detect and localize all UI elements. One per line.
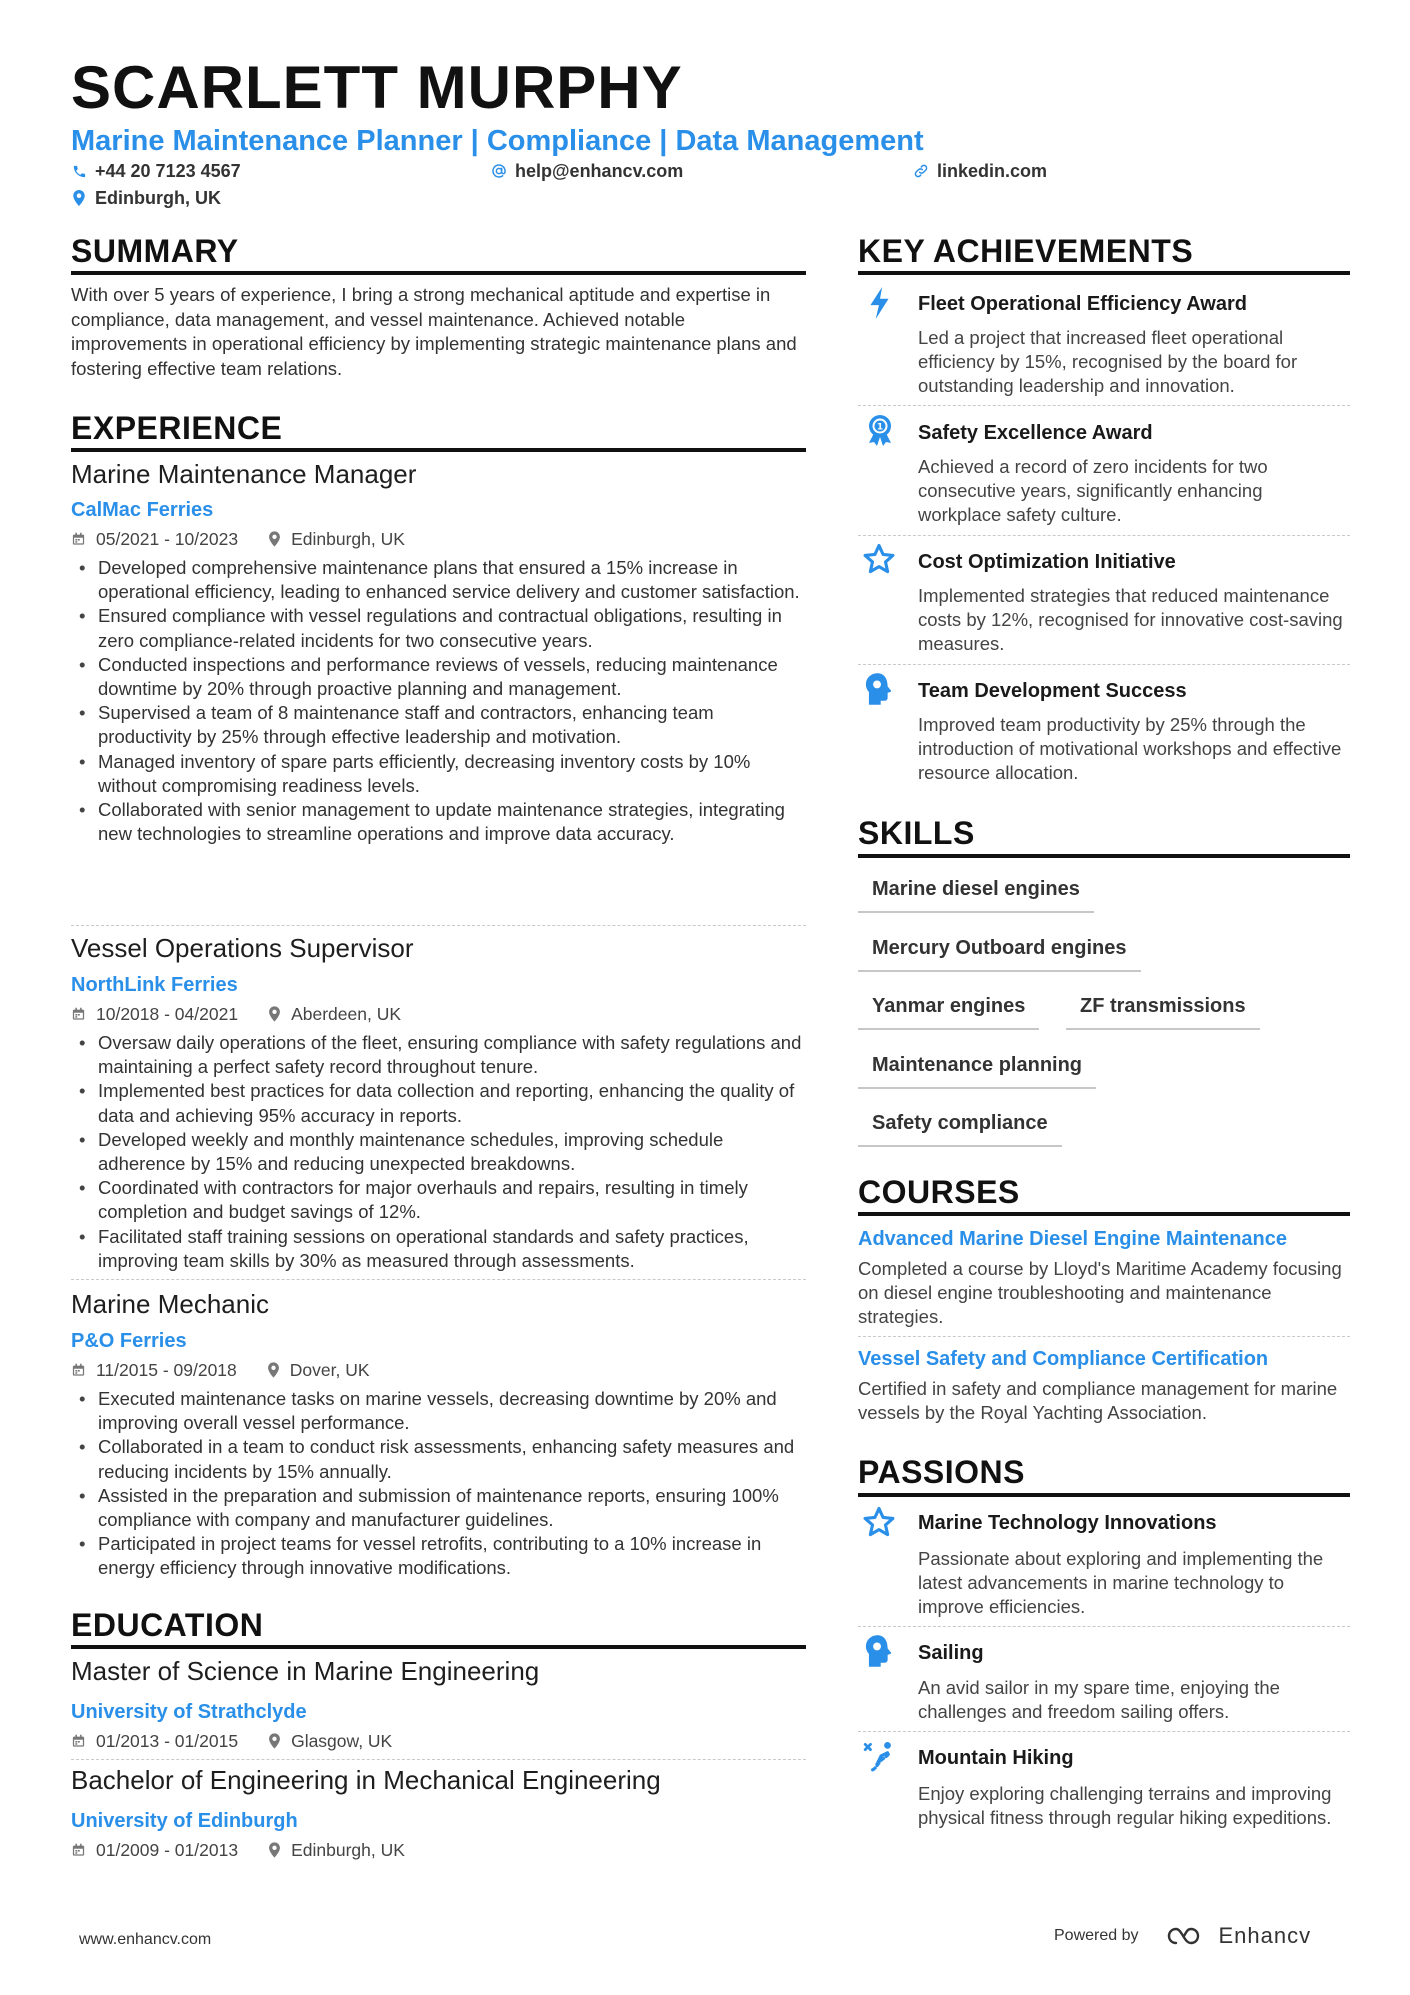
job-bullets bbox=[71, 1031, 811, 1273]
education-heading: EDUCATION bbox=[71, 1607, 264, 1643]
contact-phone[interactable] bbox=[71, 160, 241, 182]
passion-desc: Enjoy exploring challenging terrains and improving physical fitness through regular hiking expeditions. bbox=[918, 1783, 1332, 1829]
list-item: • Participated in project teams for vessel retrofits, contributing to a 10% increase in energy efficiency through innovative modifications. bbox=[71, 1532, 811, 1580]
calendar-icon bbox=[71, 1733, 86, 1749]
list-item: • Conducted inspections and performance reviews of vessels, reducing maintenance downtime by 20% through proactive planning and management. bbox=[71, 653, 811, 701]
school-name[interactable]: University of Edinburgh bbox=[71, 1810, 298, 1832]
passion-title: Marine Technology Innovations bbox=[918, 1512, 1217, 1534]
phone-text: +44 20 7123 4567 bbox=[95, 161, 241, 181]
job-meta bbox=[71, 528, 435, 550]
divider bbox=[858, 535, 1350, 536]
achievements-rule bbox=[858, 271, 1350, 275]
summary-heading: SUMMARY bbox=[71, 233, 239, 269]
medal-icon bbox=[863, 413, 897, 447]
job-location: Edinburgh, UK bbox=[268, 528, 405, 550]
courses-heading: COURSES bbox=[858, 1174, 1020, 1210]
company-name[interactable]: CalMac Ferries bbox=[71, 499, 214, 521]
calendar-icon bbox=[71, 1006, 86, 1022]
course-desc: Certified in safety and compliance management for marine vessels by the Royal Yachting Association. bbox=[858, 1378, 1338, 1424]
list-item: • Collaborated with senior management to update maintenance strategies, integrating new technologies to streamline operations and improve data accuracy. bbox=[71, 798, 811, 846]
achievement-desc: Implemented strategies that reduced maintenance costs by 12%, recognised for innovative cost-saving measures. bbox=[918, 585, 1343, 655]
svg-text:1: 1 bbox=[876, 422, 884, 433]
footer-branding[interactable] bbox=[1054, 1923, 1311, 1949]
list-item: • Developed weekly and monthly maintenance schedules, improving schedule adherence by 15% and reducing unexpected breakdowns. bbox=[71, 1128, 811, 1176]
achievement-title: Cost Optimization Initiative bbox=[918, 551, 1176, 573]
linkedin-text: linkedin.com bbox=[937, 161, 1048, 181]
head-icon bbox=[862, 1634, 896, 1668]
job-dates: 10/2018 - 04/2021 bbox=[71, 1003, 238, 1025]
passion-desc: An avid sailor in my spare time, enjoying the challenges and freedom sailing offers. bbox=[918, 1677, 1280, 1723]
list-item: • Implemented best practices for data collection and reporting, enhancing the quality of data and achieving 95% accuracy in reports. bbox=[71, 1079, 811, 1127]
contact-email[interactable] bbox=[491, 160, 683, 182]
phone-icon bbox=[71, 163, 87, 179]
list-item: • Assisted in the preparation and submission of maintenance reports, ensuring 100% compliance with company and manufacturer guidelines. bbox=[71, 1484, 811, 1532]
brand-name: Enhancv bbox=[1218, 1923, 1312, 1948]
job-meta bbox=[71, 1359, 400, 1381]
achievement-desc: Achieved a record of zero incidents for two consecutive years, significantly enhancing workplace safety culture. bbox=[918, 456, 1268, 526]
location-pin-icon bbox=[268, 1733, 281, 1749]
divider bbox=[71, 925, 806, 926]
job-title: Marine Maintenance Manager bbox=[71, 459, 417, 489]
location-text: Edinburgh, UK bbox=[95, 188, 221, 208]
list-item: • Developed comprehensive maintenance plans that ensured a 15% increase in operational efficiency, leading to enhanced service delivery and customer satisfaction. bbox=[71, 556, 811, 604]
skill-tag: ZF transmissions bbox=[1066, 994, 1260, 1030]
list-item: • Ensured compliance with vessel regulations and contractual obligations, resulting in zero compliance-related incidents for two consecutive years. bbox=[71, 604, 811, 652]
location-pin-icon bbox=[268, 531, 281, 547]
skill-tag: Marine diesel engines bbox=[858, 877, 1094, 913]
passions-rule bbox=[858, 1493, 1350, 1497]
achievement-title: Fleet Operational Efficiency Award bbox=[918, 293, 1247, 315]
skills-heading: SKILLS bbox=[858, 815, 975, 851]
summary-rule bbox=[71, 271, 806, 275]
star-icon bbox=[862, 542, 896, 576]
enhancv-logo-icon bbox=[1165, 1924, 1209, 1948]
star-icon bbox=[862, 1505, 896, 1539]
education-dates: 01/2009 - 01/2013 bbox=[71, 1839, 238, 1861]
divider bbox=[858, 1626, 1350, 1627]
skill-tag: Yanmar engines bbox=[858, 994, 1039, 1030]
passion-desc: Passionate about exploring and implementing the latest advancements in marine technology to improve efficiencies. bbox=[918, 1548, 1324, 1618]
job-bullets bbox=[71, 556, 811, 846]
head-icon bbox=[862, 672, 896, 706]
location-pin-icon bbox=[268, 1842, 281, 1858]
list-item: • Executed maintenance tasks on marine vessels, decreasing downtime by 20% and improving overall vessel performance. bbox=[71, 1387, 811, 1435]
divider bbox=[71, 1759, 806, 1760]
company-name[interactable]: NorthLink Ferries bbox=[71, 974, 238, 996]
education-dates: 01/2013 - 01/2015 bbox=[71, 1730, 238, 1752]
achievement-desc: Led a project that increased fleet operational efficiency by 15%, recognised by the board for outstanding leadership and innovation. bbox=[918, 327, 1298, 397]
degree-title: Bachelor of Engineering in Mechanical Engineering bbox=[71, 1765, 661, 1795]
location-pin-icon bbox=[71, 190, 87, 206]
school-name[interactable]: University of Strathclyde bbox=[71, 1701, 307, 1723]
divider bbox=[858, 664, 1350, 665]
achievement-title: Team Development Success bbox=[918, 680, 1187, 702]
calendar-icon bbox=[71, 1362, 86, 1378]
education-meta bbox=[71, 1730, 422, 1752]
passion-title: Mountain Hiking bbox=[918, 1747, 1074, 1769]
skill-tag: Safety compliance bbox=[858, 1111, 1062, 1147]
list-item: • Collaborated in a team to conduct risk assessments, enhancing safety measures and reducing incidents by 15% annually. bbox=[71, 1435, 811, 1483]
job-dates: 11/2015 - 09/2018 bbox=[71, 1359, 237, 1381]
candidate-title: Marine Maintenance Planner | Compliance | Data Management bbox=[71, 125, 924, 157]
contact-linkedin[interactable] bbox=[913, 160, 1047, 182]
candidate-name: SCARLETT MURPHY bbox=[71, 54, 683, 121]
course-desc: Completed a course by Lloyd's Maritime Academy focusing on diesel engine troubleshooting and maintenance strategies. bbox=[858, 1258, 1342, 1328]
education-location: Edinburgh, UK bbox=[268, 1839, 405, 1861]
list-item: • Managed inventory of spare parts efficiently, decreasing inventory costs by 10% without compromising readiness levels. bbox=[71, 750, 811, 798]
footer-website[interactable]: www.enhancv.com bbox=[79, 1931, 212, 1948]
divider bbox=[71, 1279, 806, 1280]
job-location: Dover, UK bbox=[267, 1359, 370, 1381]
hiking-icon bbox=[862, 1739, 896, 1773]
calendar-icon bbox=[71, 531, 86, 547]
location-pin-icon bbox=[267, 1362, 280, 1378]
course-title[interactable]: Vessel Safety and Compliance Certification bbox=[858, 1348, 1269, 1370]
skill-tag: Maintenance planning bbox=[858, 1053, 1096, 1089]
job-title: Vessel Operations Supervisor bbox=[71, 933, 414, 963]
passions-heading: PASSIONS bbox=[858, 1454, 1025, 1490]
summary-text: With over 5 years of experience, I bring a strong mechanical aptitude and expertise in compliance, data management, and vessel maintenance. Achieved notable improvements in operational efficiency by implementing strategic maintenance plans and fostering effective team relations. bbox=[71, 284, 797, 379]
powered-by-text: Powered by bbox=[1054, 1927, 1139, 1944]
job-location: Aberdeen, UK bbox=[268, 1003, 401, 1025]
email-text: help@enhancv.com bbox=[515, 161, 684, 181]
achievement-desc: Improved team productivity by 25% through the introduction of motivational workshops and effective resource allocation. bbox=[918, 714, 1342, 784]
divider bbox=[858, 1336, 1350, 1337]
achievement-title: Safety Excellence Award bbox=[918, 422, 1153, 444]
contact-location bbox=[71, 187, 221, 209]
bolt-icon bbox=[863, 286, 897, 320]
skills-rule bbox=[858, 854, 1350, 858]
at-icon bbox=[491, 163, 507, 179]
course-title[interactable]: Advanced Marine Diesel Engine Maintenance bbox=[858, 1228, 1288, 1250]
job-meta bbox=[71, 1003, 431, 1025]
list-item: • Facilitated staff training sessions on operational standards and safety practices, improving team skills by 30% as measured through assessments. bbox=[71, 1225, 811, 1273]
calendar-icon bbox=[71, 1842, 86, 1858]
list-item: • Coordinated with contractors for major overhauls and repairs, resulting in timely completion and budget savings of 12%. bbox=[71, 1176, 811, 1224]
location-pin-icon bbox=[268, 1006, 281, 1022]
job-bullets bbox=[71, 1387, 811, 1581]
experience-heading: EXPERIENCE bbox=[71, 410, 283, 446]
job-title: Marine Mechanic bbox=[71, 1289, 269, 1319]
divider bbox=[858, 1731, 1350, 1732]
courses-rule bbox=[858, 1212, 1350, 1216]
divider bbox=[858, 405, 1350, 406]
company-name[interactable]: P&O Ferries bbox=[71, 1330, 187, 1352]
job-dates: 05/2021 - 10/2023 bbox=[71, 528, 238, 550]
passion-title: Sailing bbox=[918, 1642, 984, 1664]
education-meta bbox=[71, 1839, 435, 1861]
education-rule bbox=[71, 1645, 806, 1649]
experience-rule bbox=[71, 448, 806, 452]
link-icon bbox=[913, 163, 929, 179]
list-item: • Supervised a team of 8 maintenance staff and contractors, enhancing team productivity by 25% through effective leadership and motivation. bbox=[71, 701, 811, 749]
education-location: Glasgow, UK bbox=[268, 1730, 392, 1752]
skill-tag: Mercury Outboard engines bbox=[858, 936, 1141, 972]
list-item: • Oversaw daily operations of the fleet, ensuring compliance with safety regulations and maintaining a perfect safety record throughout tenure. bbox=[71, 1031, 811, 1079]
degree-title: Master of Science in Marine Engineering bbox=[71, 1656, 540, 1686]
achievements-heading: KEY ACHIEVEMENTS bbox=[858, 233, 1194, 269]
